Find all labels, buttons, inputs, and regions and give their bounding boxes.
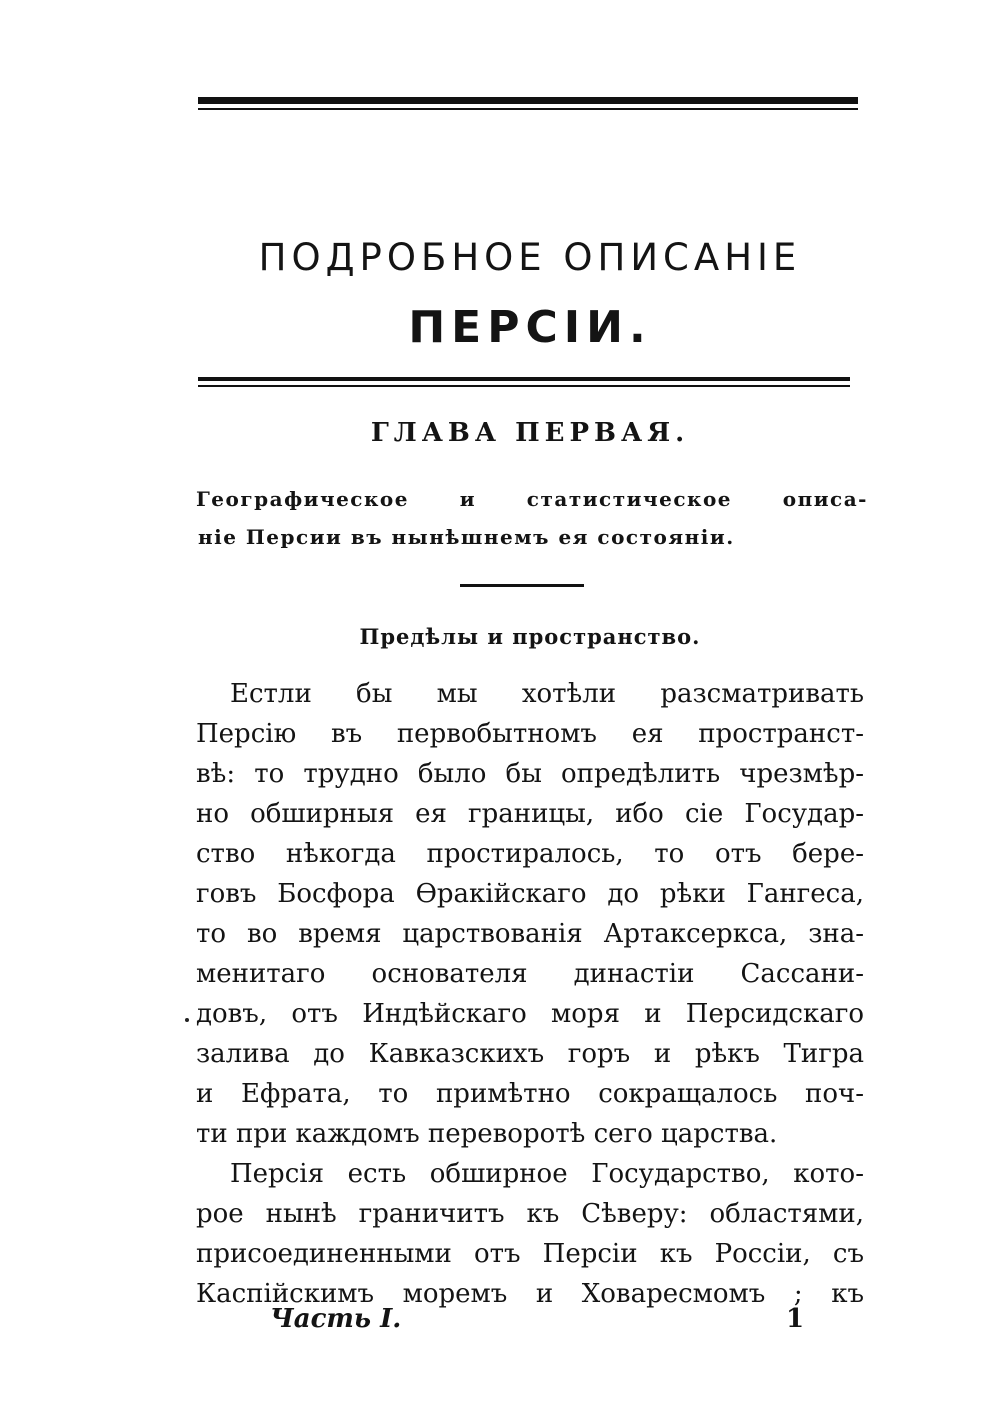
text-line: ти при каждомъ переворотѣ сего царства.: [196, 1119, 778, 1149]
text-line: ство нѣкогда простиралось, то отъ бере-: [196, 839, 864, 869]
text-line: присоединенными отъ Персіи къ Россіи, съ: [196, 1239, 864, 1269]
section-title: Предѣлы и пространство.: [359, 624, 701, 649]
book-title-line-1: ПОДРОБНОЕ ОПИСАНІЕ: [258, 236, 802, 279]
text-line: рое нынѣ граничитъ къ Сѣверу: областями,: [196, 1199, 864, 1229]
text-line: но обширныя ея границы, ибо сіе Государ-: [196, 799, 864, 829]
ink-speck: [185, 1018, 189, 1022]
signature-mark: Часть I.: [270, 1304, 402, 1334]
text-line: говъ Босфора Өракійскаго до рѣки Гангеса,: [196, 879, 864, 909]
text-line: Персія есть обширное Государство, кото-: [230, 1159, 864, 1189]
chapter-subtitle: [196, 480, 868, 556]
top-rule-thick: [198, 97, 858, 104]
chapter-subtitle-line: ніе Персии въ нынѣшнемъ ея состояніи.: [198, 525, 735, 549]
section-divider: [460, 584, 584, 587]
text-line: Персію въ первобытномъ ея пространст-: [196, 719, 864, 749]
text-line: Каспійскимъ моремъ и Ховаресмомъ ; къ: [196, 1279, 864, 1309]
body-text: [196, 674, 864, 1314]
top-rule-thin: [198, 108, 858, 110]
text-line: вѣ: то трудно было бы опредѣлить чрезмѣр-: [196, 759, 864, 789]
text-line: залива до Кавказскихъ горъ и рѣкъ Тигра: [196, 1039, 864, 1069]
chapter-heading: ГЛАВА ПЕРВАЯ.: [370, 418, 690, 448]
text-line: Естли бы мы хотѣли разсматривать: [230, 679, 864, 709]
text-line: и Ефрата, то примѣтно сокращалось поч-: [196, 1079, 864, 1109]
book-title-line-2: ПЕРСІИ.: [408, 302, 652, 353]
signature-number: 1: [786, 1304, 805, 1334]
title-rule-thick: [198, 377, 850, 381]
text-line: то во время царствованія Артаксеркса, зна-: [196, 919, 864, 949]
text-line: довъ, отъ Индѣйскаго моря и Персидскаго: [196, 999, 864, 1029]
chapter-subtitle-line: Географическое и статистическое описа-: [196, 487, 868, 511]
title-rule-thin: [198, 385, 850, 387]
text-line: менитаго основателя династіи Сассани-: [196, 959, 864, 989]
